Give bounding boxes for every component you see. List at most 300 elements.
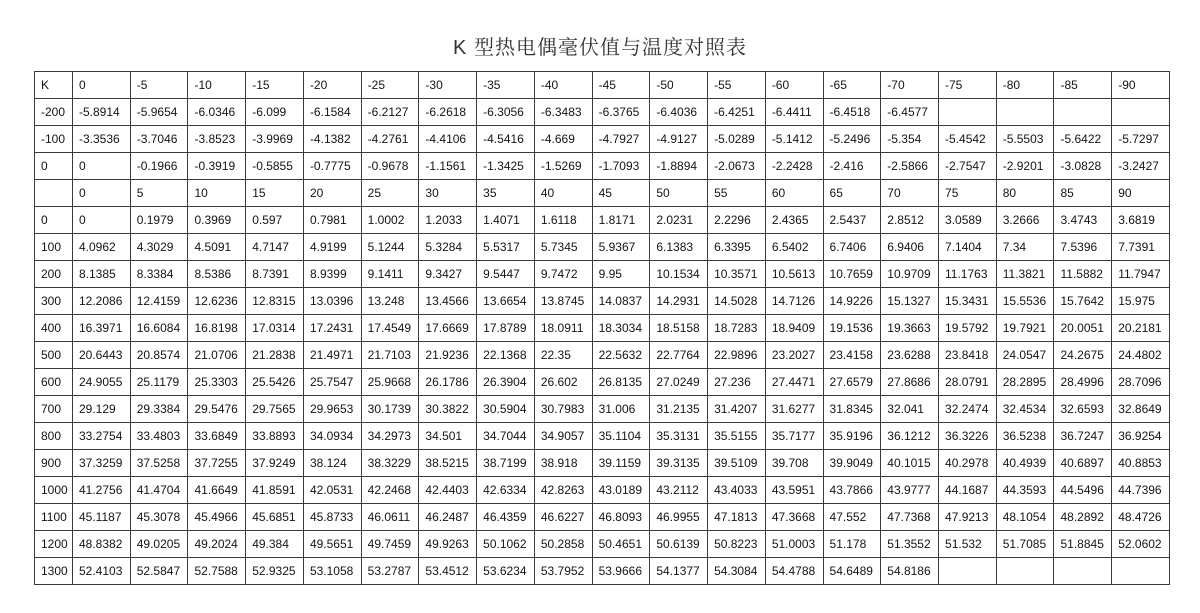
value-cell: 37.3259 — [73, 450, 131, 477]
value-cell: 39.5109 — [708, 450, 766, 477]
value-cell: 6.5402 — [765, 234, 823, 261]
value-cell: 25.3303 — [188, 369, 246, 396]
value-cell: 1.6118 — [534, 207, 592, 234]
value-cell: 20.6443 — [73, 342, 131, 369]
value-cell: 12.4159 — [130, 288, 188, 315]
value-cell: 31.2135 — [650, 396, 708, 423]
value-cell: -3.8523 — [188, 126, 246, 153]
value-cell: 45.4966 — [188, 504, 246, 531]
value-cell: 42.4403 — [419, 477, 477, 504]
value-cell: 54.8186 — [881, 558, 939, 585]
thermocouple-table — [34, 71, 1170, 585]
value-cell: -1.5269 — [534, 153, 592, 180]
col-header-cell: -5 — [130, 72, 188, 99]
value-cell: 24.2675 — [1054, 342, 1112, 369]
value-cell: -3.0828 — [1054, 153, 1112, 180]
value-cell: 70 — [881, 180, 939, 207]
table-row — [35, 477, 1170, 504]
col-header-cell: -35 — [477, 72, 535, 99]
value-cell: 25.1179 — [130, 369, 188, 396]
value-cell: 13.6654 — [477, 288, 535, 315]
value-cell: 51.3552 — [881, 531, 939, 558]
col-header-cell: -55 — [708, 72, 766, 99]
value-cell: 46.0611 — [361, 504, 419, 531]
value-cell: -2.9201 — [996, 153, 1054, 180]
corner-header-cell: K — [35, 72, 73, 99]
page-title: K 型热电偶毫伏值与温度对照表 — [453, 37, 747, 59]
value-cell: 53.6234 — [477, 558, 535, 585]
value-cell: 48.4726 — [1112, 504, 1170, 531]
value-cell: 51.178 — [823, 531, 881, 558]
value-cell: -5.5503 — [996, 126, 1054, 153]
value-cell: 39.3135 — [650, 450, 708, 477]
value-cell: 35.9196 — [823, 423, 881, 450]
value-cell: 48.2892 — [1054, 504, 1112, 531]
value-cell: 19.1536 — [823, 315, 881, 342]
value-cell: -5.9654 — [130, 99, 188, 126]
value-cell: 22.7764 — [650, 342, 708, 369]
value-cell: 17.0314 — [246, 315, 304, 342]
value-cell: 43.4033 — [708, 477, 766, 504]
value-cell: 22.35 — [534, 342, 592, 369]
value-cell: 43.9777 — [881, 477, 939, 504]
value-cell: -0.7775 — [303, 153, 361, 180]
value-cell: -1.7093 — [592, 153, 650, 180]
value-cell — [939, 558, 997, 585]
row-label-cell: 600 — [35, 369, 73, 396]
value-cell: 47.3668 — [765, 504, 823, 531]
value-cell: 28.7096 — [1112, 369, 1170, 396]
value-cell: 5.3284 — [419, 234, 477, 261]
value-cell: 25.7547 — [303, 369, 361, 396]
table-row — [35, 396, 1170, 423]
value-cell: 4.0962 — [73, 234, 131, 261]
value-cell: 5.1244 — [361, 234, 419, 261]
value-cell: -6.4036 — [650, 99, 708, 126]
value-cell: 35.7177 — [765, 423, 823, 450]
value-cell: 51.532 — [939, 531, 997, 558]
col-header-cell: -70 — [881, 72, 939, 99]
value-cell: 13.0396 — [303, 288, 361, 315]
value-cell: 9.95 — [592, 261, 650, 288]
value-cell: 28.0791 — [939, 369, 997, 396]
value-cell: 14.2931 — [650, 288, 708, 315]
value-cell: 26.1786 — [419, 369, 477, 396]
value-cell: 11.3821 — [996, 261, 1054, 288]
value-cell: 14.9226 — [823, 288, 881, 315]
value-cell: 15.975 — [1112, 288, 1170, 315]
value-cell: 36.9254 — [1112, 423, 1170, 450]
value-cell: 13.8745 — [534, 288, 592, 315]
value-cell: -4.2761 — [361, 126, 419, 153]
value-cell: -6.2127 — [361, 99, 419, 126]
value-cell: 39.9049 — [823, 450, 881, 477]
value-cell: 34.2973 — [361, 423, 419, 450]
table-body — [35, 99, 1170, 585]
value-cell: 15.1327 — [881, 288, 939, 315]
value-cell: 39.1159 — [592, 450, 650, 477]
value-cell: 18.5158 — [650, 315, 708, 342]
col-header-cell: -40 — [534, 72, 592, 99]
value-cell: 38.7199 — [477, 450, 535, 477]
value-cell: -4.9127 — [650, 126, 708, 153]
value-cell: 21.0706 — [188, 342, 246, 369]
col-header-cell: -85 — [1054, 72, 1112, 99]
value-cell: 49.7459 — [361, 531, 419, 558]
value-cell: 22.9896 — [708, 342, 766, 369]
value-cell: 0 — [73, 207, 131, 234]
value-cell: 29.5476 — [188, 396, 246, 423]
col-header-cell: -90 — [1112, 72, 1170, 99]
value-cell: 8.3384 — [130, 261, 188, 288]
value-cell: 3.6819 — [1112, 207, 1170, 234]
value-cell: 29.9653 — [303, 396, 361, 423]
value-cell: 15 — [246, 180, 304, 207]
value-cell: 20 — [303, 180, 361, 207]
value-cell: 90 — [1112, 180, 1170, 207]
value-cell: 46.9955 — [650, 504, 708, 531]
value-cell: 75 — [939, 180, 997, 207]
value-cell: 37.9249 — [246, 450, 304, 477]
value-cell: 42.8263 — [534, 477, 592, 504]
value-cell: -6.4518 — [823, 99, 881, 126]
value-cell: 18.9409 — [765, 315, 823, 342]
value-cell: 35.1104 — [592, 423, 650, 450]
value-cell: 4.5091 — [188, 234, 246, 261]
value-cell: 48.8382 — [73, 531, 131, 558]
value-cell: 43.7866 — [823, 477, 881, 504]
table-row — [35, 558, 1170, 585]
table-header — [35, 72, 1170, 99]
table-row — [35, 99, 1170, 126]
value-cell: 49.2024 — [188, 531, 246, 558]
col-header-cell: -80 — [996, 72, 1054, 99]
value-cell: 41.6649 — [188, 477, 246, 504]
value-cell: 39.708 — [765, 450, 823, 477]
value-cell: 5.5317 — [477, 234, 535, 261]
value-cell: 50.4651 — [592, 531, 650, 558]
value-cell: 2.8512 — [881, 207, 939, 234]
value-cell: 2.5437 — [823, 207, 881, 234]
value-cell: 46.6227 — [534, 504, 592, 531]
value-cell: 0.597 — [246, 207, 304, 234]
value-cell: 20.8574 — [130, 342, 188, 369]
row-label-cell: 1000 — [35, 477, 73, 504]
value-cell: 40.1015 — [881, 450, 939, 477]
value-cell: 12.6236 — [188, 288, 246, 315]
value-cell: 13.248 — [361, 288, 419, 315]
value-cell: -5.1412 — [765, 126, 823, 153]
value-cell: 9.7472 — [534, 261, 592, 288]
row-label-cell: -100 — [35, 126, 73, 153]
value-cell: 23.4158 — [823, 342, 881, 369]
value-cell: 49.9263 — [419, 531, 477, 558]
row-label-cell: 100 — [35, 234, 73, 261]
value-cell: 36.5238 — [996, 423, 1054, 450]
value-cell: 43.2112 — [650, 477, 708, 504]
value-cell: 34.501 — [419, 423, 477, 450]
value-cell: 32.8649 — [1112, 396, 1170, 423]
value-cell: -3.7046 — [130, 126, 188, 153]
value-cell: -2.7547 — [939, 153, 997, 180]
value-cell: 19.5792 — [939, 315, 997, 342]
value-cell: 47.1813 — [708, 504, 766, 531]
value-cell: 18.0911 — [534, 315, 592, 342]
col-header-cell: -65 — [823, 72, 881, 99]
value-cell: 42.0531 — [303, 477, 361, 504]
value-cell: 33.2754 — [73, 423, 131, 450]
value-cell: 41.2756 — [73, 477, 131, 504]
value-cell: 17.2431 — [303, 315, 361, 342]
value-cell: 36.1212 — [881, 423, 939, 450]
value-cell: -6.2618 — [419, 99, 477, 126]
value-cell: 3.2666 — [996, 207, 1054, 234]
value-cell: 43.0189 — [592, 477, 650, 504]
value-cell: 32.6593 — [1054, 396, 1112, 423]
value-cell: 46.8093 — [592, 504, 650, 531]
value-cell: -5.7297 — [1112, 126, 1170, 153]
value-cell: 45 — [592, 180, 650, 207]
value-cell: 44.3593 — [996, 477, 1054, 504]
value-cell: 35.5155 — [708, 423, 766, 450]
value-cell: 42.2468 — [361, 477, 419, 504]
table-row — [35, 288, 1170, 315]
value-cell: 26.602 — [534, 369, 592, 396]
value-cell: 38.918 — [534, 450, 592, 477]
table-header-row — [35, 72, 1170, 99]
value-cell: 53.9666 — [592, 558, 650, 585]
value-cell: -0.5855 — [246, 153, 304, 180]
value-cell: 15.5536 — [996, 288, 1054, 315]
value-cell: 0 — [73, 180, 131, 207]
value-cell: -5.6422 — [1054, 126, 1112, 153]
value-cell: -6.4251 — [708, 99, 766, 126]
row-label-cell: 900 — [35, 450, 73, 477]
value-cell: 24.0547 — [996, 342, 1054, 369]
value-cell: -2.0673 — [708, 153, 766, 180]
table-row — [35, 234, 1170, 261]
row-label-cell: 400 — [35, 315, 73, 342]
value-cell: 51.8845 — [1054, 531, 1112, 558]
value-cell: 35 — [477, 180, 535, 207]
value-cell: 52.5847 — [130, 558, 188, 585]
row-label-cell: 800 — [35, 423, 73, 450]
value-cell: 30.1739 — [361, 396, 419, 423]
value-cell: 38.124 — [303, 450, 361, 477]
col-header-cell: -75 — [939, 72, 997, 99]
value-cell: 19.7921 — [996, 315, 1054, 342]
table-row — [35, 180, 1170, 207]
value-cell: 11.1763 — [939, 261, 997, 288]
value-cell: 21.2838 — [246, 342, 304, 369]
value-cell: 16.3971 — [73, 315, 131, 342]
value-cell: 40.6897 — [1054, 450, 1112, 477]
value-cell: 34.7044 — [477, 423, 535, 450]
value-cell — [996, 558, 1054, 585]
value-cell: 47.7368 — [881, 504, 939, 531]
value-cell: 14.5028 — [708, 288, 766, 315]
value-cell: 2.2296 — [708, 207, 766, 234]
value-cell: 1.4071 — [477, 207, 535, 234]
value-cell: 28.4996 — [1054, 369, 1112, 396]
value-cell: 7.5396 — [1054, 234, 1112, 261]
value-cell: 44.5496 — [1054, 477, 1112, 504]
value-cell: 30.3822 — [419, 396, 477, 423]
value-cell: 26.3904 — [477, 369, 535, 396]
value-cell: 44.1687 — [939, 477, 997, 504]
value-cell: 27.8686 — [881, 369, 939, 396]
value-cell: -6.4577 — [881, 99, 939, 126]
value-cell: 47.552 — [823, 504, 881, 531]
value-cell: -4.7927 — [592, 126, 650, 153]
value-cell: 65 — [823, 180, 881, 207]
value-cell: 49.5651 — [303, 531, 361, 558]
value-cell: 1.8171 — [592, 207, 650, 234]
value-cell — [996, 99, 1054, 126]
value-cell: 27.4471 — [765, 369, 823, 396]
value-cell: 27.0249 — [650, 369, 708, 396]
value-cell: 7.1404 — [939, 234, 997, 261]
value-cell: 25.9668 — [361, 369, 419, 396]
value-cell: 15.3431 — [939, 288, 997, 315]
value-cell: 40.8853 — [1112, 450, 1170, 477]
value-cell: 6.3395 — [708, 234, 766, 261]
value-cell: 29.3384 — [130, 396, 188, 423]
value-cell: 4.7147 — [246, 234, 304, 261]
value-cell: 8.5386 — [188, 261, 246, 288]
row-label-cell: 300 — [35, 288, 73, 315]
value-cell: 11.5882 — [1054, 261, 1112, 288]
value-cell: 23.8418 — [939, 342, 997, 369]
value-cell: 52.4103 — [73, 558, 131, 585]
value-cell: 9.3427 — [419, 261, 477, 288]
value-cell: 30.5904 — [477, 396, 535, 423]
value-cell: 36.3226 — [939, 423, 997, 450]
value-cell: 10 — [188, 180, 246, 207]
value-cell: 22.5632 — [592, 342, 650, 369]
value-cell: -5.8914 — [73, 99, 131, 126]
value-cell: 32.4534 — [996, 396, 1054, 423]
value-cell: 50.8223 — [708, 531, 766, 558]
table-row — [35, 504, 1170, 531]
col-header-cell: -25 — [361, 72, 419, 99]
value-cell: 10.5613 — [765, 261, 823, 288]
value-cell: 12.8315 — [246, 288, 304, 315]
value-cell: 33.4803 — [130, 423, 188, 450]
value-cell: -5.2496 — [823, 126, 881, 153]
value-cell: 6.7406 — [823, 234, 881, 261]
value-cell: 30 — [419, 180, 477, 207]
value-cell: 40 — [534, 180, 592, 207]
value-cell: 23.6288 — [881, 342, 939, 369]
row-label-cell: 0 — [35, 153, 73, 180]
table-row — [35, 369, 1170, 396]
value-cell: 54.3084 — [708, 558, 766, 585]
value-cell: 21.4971 — [303, 342, 361, 369]
value-cell: 10.7659 — [823, 261, 881, 288]
value-cell: -2.5866 — [881, 153, 939, 180]
value-cell: 53.4512 — [419, 558, 477, 585]
value-cell: 50.6139 — [650, 531, 708, 558]
table-row — [35, 531, 1170, 558]
table-row — [35, 342, 1170, 369]
value-cell: 53.1058 — [303, 558, 361, 585]
value-cell: 31.6277 — [765, 396, 823, 423]
value-cell: 7.7391 — [1112, 234, 1170, 261]
col-header-cell: -60 — [765, 72, 823, 99]
value-cell: 3.4743 — [1054, 207, 1112, 234]
value-cell: 37.5258 — [130, 450, 188, 477]
value-cell: 12.2086 — [73, 288, 131, 315]
value-cell: 50 — [650, 180, 708, 207]
value-cell: 32.2474 — [939, 396, 997, 423]
value-cell: -1.3425 — [477, 153, 535, 180]
value-cell: -0.9678 — [361, 153, 419, 180]
table-row — [35, 153, 1170, 180]
value-cell: 9.1411 — [361, 261, 419, 288]
value-cell: 13.4566 — [419, 288, 477, 315]
value-cell: 40.2978 — [939, 450, 997, 477]
value-cell: 50.2858 — [534, 531, 592, 558]
value-cell: 29.129 — [73, 396, 131, 423]
value-cell: 54.1377 — [650, 558, 708, 585]
value-cell: -1.8894 — [650, 153, 708, 180]
value-cell: 0.3969 — [188, 207, 246, 234]
value-cell: 18.7283 — [708, 315, 766, 342]
value-cell: 21.7103 — [361, 342, 419, 369]
value-cell: 24.9055 — [73, 369, 131, 396]
value-cell: 49.0205 — [130, 531, 188, 558]
table-row — [35, 315, 1170, 342]
value-cell: -6.3765 — [592, 99, 650, 126]
value-cell: 31.006 — [592, 396, 650, 423]
value-cell: 33.8893 — [246, 423, 304, 450]
value-cell: 43.5951 — [765, 477, 823, 504]
value-cell: -6.3056 — [477, 99, 535, 126]
value-cell: -5.0289 — [708, 126, 766, 153]
value-cell: 45.6851 — [246, 504, 304, 531]
value-cell: 8.9399 — [303, 261, 361, 288]
value-cell: 46.4359 — [477, 504, 535, 531]
value-cell: 30.7983 — [534, 396, 592, 423]
value-cell: 6.9406 — [881, 234, 939, 261]
value-cell: 14.7126 — [765, 288, 823, 315]
value-cell: 41.8591 — [246, 477, 304, 504]
row-label-cell: 500 — [35, 342, 73, 369]
value-cell: 52.9325 — [246, 558, 304, 585]
row-label-cell: 1300 — [35, 558, 73, 585]
value-cell: 26.8135 — [592, 369, 650, 396]
value-cell: 41.4704 — [130, 477, 188, 504]
value-cell: 8.7391 — [246, 261, 304, 288]
value-cell: 45.8733 — [303, 504, 361, 531]
value-cell: 32.041 — [881, 396, 939, 423]
value-cell: 19.3663 — [881, 315, 939, 342]
value-cell: 45.1187 — [73, 504, 131, 531]
value-cell: 10.3571 — [708, 261, 766, 288]
value-cell — [939, 99, 997, 126]
row-label-cell: 1100 — [35, 504, 73, 531]
value-cell: 33.6849 — [188, 423, 246, 450]
value-cell: 25 — [361, 180, 419, 207]
col-header-cell: -30 — [419, 72, 477, 99]
col-header-cell: -10 — [188, 72, 246, 99]
value-cell: -6.3483 — [534, 99, 592, 126]
row-label-cell — [35, 180, 73, 207]
value-cell: -2.416 — [823, 153, 881, 180]
value-cell: 5.9367 — [592, 234, 650, 261]
value-cell: -3.3536 — [73, 126, 131, 153]
